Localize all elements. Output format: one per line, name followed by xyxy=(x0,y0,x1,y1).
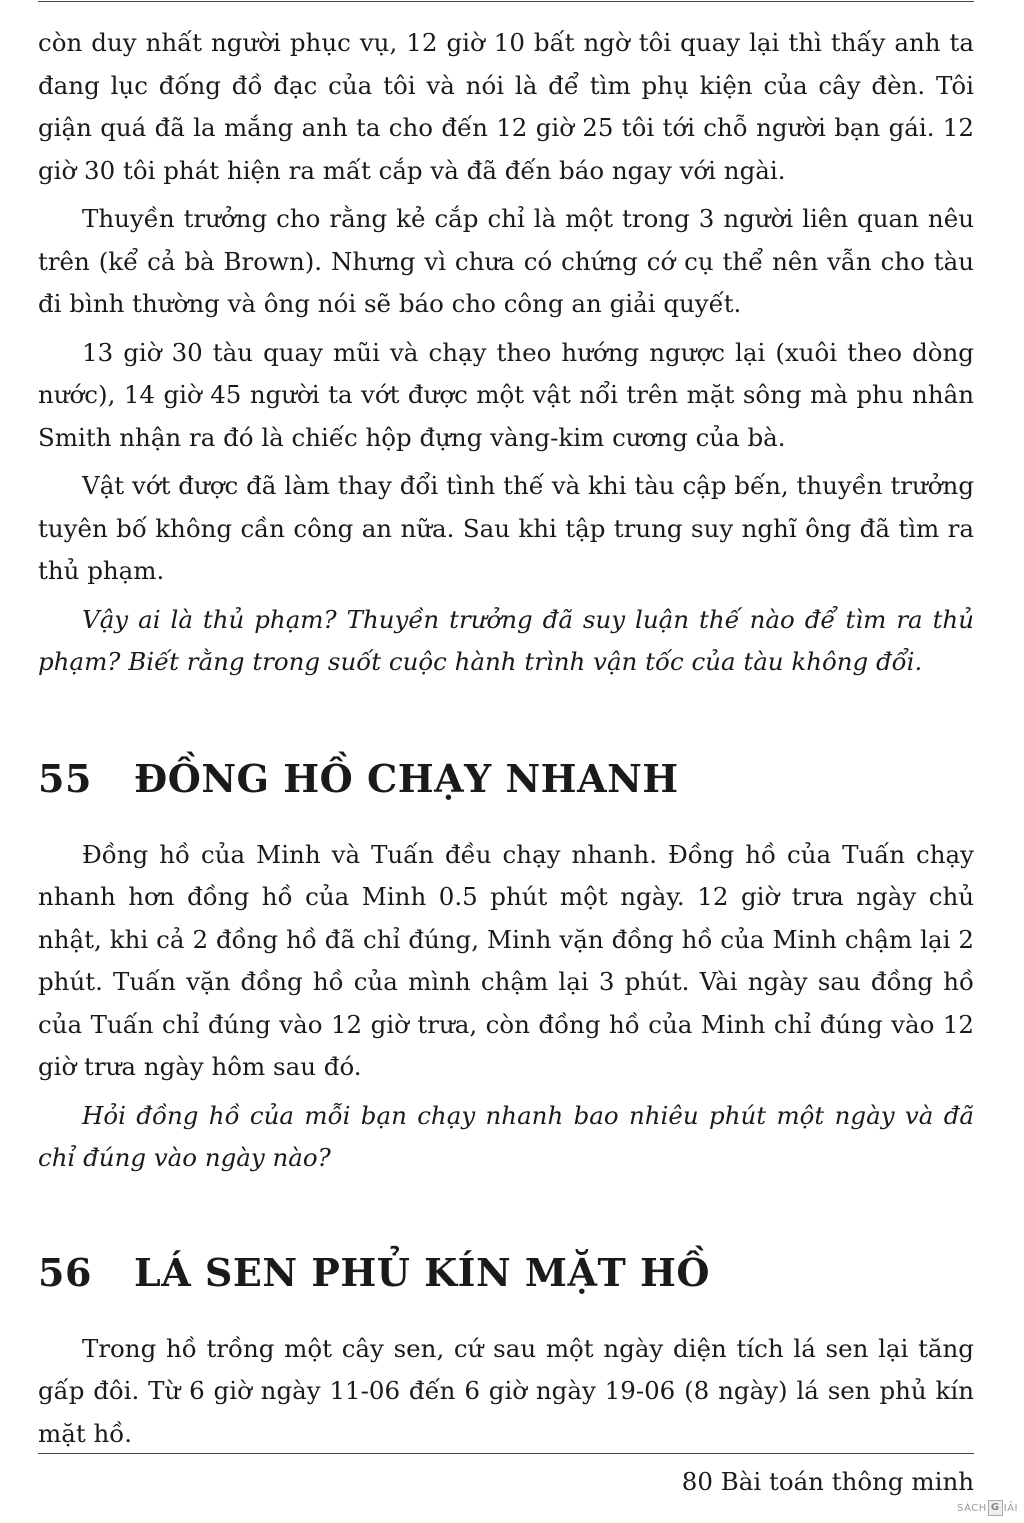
watermark-box-icon: G xyxy=(988,1500,1003,1516)
intro-paragraph-3: 13 giờ 30 tàu quay mũi và chạy theo hướng ngược lại (xuôi theo dòng nước), 14 giờ 45 người ta vớt được một vật nổi trên mặt sông mà phu nhân Smith nhận ra đó là chiếc hộp đựng vàng-kim cương của bà. xyxy=(38,337,974,452)
section-55-heading xyxy=(38,754,974,804)
intro-paragraph-1: còn duy nhất người phục vụ, 12 giờ 10 bất ngờ tôi quay lại thì thấy anh ta đang lục đống đồ đạc của tôi và nói là để tìm phụ kiện của cây đèn. Tôi giận quá đã la mắng anh ta cho đến 12 giờ 25 tôi tới chỗ người bạn gái. 12 giờ 30 tôi phát hiện ra mất cắp và đã đến báo ngay với ngài. xyxy=(38,28,974,185)
section-56-number: 56 xyxy=(38,1249,92,1295)
section-55-paragraph: Đồng hồ của Minh và Tuấn đều chạy nhanh. Đồng hồ của Tuấn chạy nhanh hơn đồng hồ của Minh 0.5 phút một ngày. 12 giờ trưa ngày chủ nhật, khi cả 2 đồng hồ đã chỉ đúng, Minh vặn đồng hồ của Minh chậm lại 2 phút. Tuấn vặn đồng hồ của mình chậm lại 3 phút. Vài ngày sau đồng hồ của Tuấn chỉ đúng vào 12 giờ trưa, còn đồng hồ của Minh chỉ đúng vào 12 giờ trưa ngày hôm sau đó. xyxy=(38,839,974,1081)
footer-rule xyxy=(38,1453,974,1454)
section-56-title: LÁ SEN PHỦ KÍN MẶT HỒ xyxy=(134,1249,710,1295)
section-55-title: ĐỒNG HỒ CHẠY NHANH xyxy=(134,755,679,801)
intro-paragraph-2: Thuyền trưởng cho rằng kẻ cắp chỉ là một trong 3 người liên quan nêu trên (kể cả bà Brown). Nhưng vì chưa có chứng cớ cụ thể nên vẫn cho tàu đi bình thường và ông nói sẽ báo cho công an giải quyết. xyxy=(38,204,974,318)
page-body xyxy=(38,22,974,1461)
watermark-logo xyxy=(957,1500,1018,1516)
top-rule xyxy=(38,1,974,2)
section-56-heading xyxy=(38,1248,974,1298)
watermark-text-right: IẢI xyxy=(1003,1502,1018,1514)
section-55-question: Hỏi đồng hồ của mỗi bạn chạy nhanh bao nhiêu phút một ngày và đã chỉ đúng vào ngày nào? xyxy=(38,1100,974,1172)
intro-question: Vậy ai là thủ phạm? Thuyền trưởng đã suy luận thế nào để tìm ra thủ phạm? Biết rằng trong suốt cuộc hành trình vận tốc của tàu không đổi. xyxy=(38,604,974,676)
intro-paragraph-4: Vật vớt được đã làm thay đổi tình thế và khi tàu cập bến, thuyền trưởng tuyên bố không cần công an nữa. Sau khi tập trung suy nghĩ ông đã tìm ra thủ phạm. xyxy=(38,471,974,585)
watermark-text-left: SÁCH xyxy=(957,1502,987,1514)
section-56-paragraph: Trong hồ trồng một cây sen, cứ sau một ngày diện tích lá sen lại tăng gấp đôi. Từ 6 giờ ngày 11-06 đến 6 giờ ngày 19-06 (8 ngày) lá sen phủ kín mặt hồ. xyxy=(38,1333,974,1448)
footer-book-title: 80 Bài toán thông minh xyxy=(681,1467,974,1496)
section-55-number: 55 xyxy=(38,755,92,801)
